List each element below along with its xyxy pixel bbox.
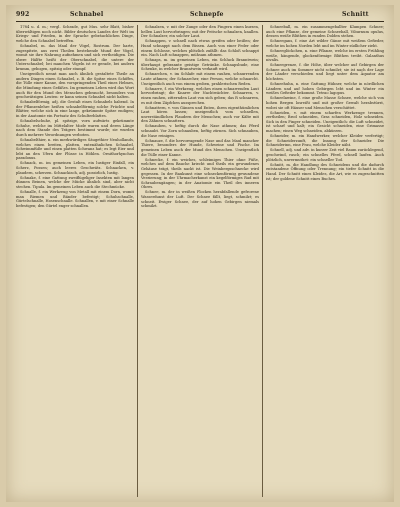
- paragraph: Schnarre, f. ein Werkzeug, welches einen schnarrenden Laut hervorbringt; die Knarre der Nachtwächter. Schnarren, v. einen rauhen, zitternden Laut von sich geben; das R schnarren, es mit dem Zäpfchen aussprechen.: [141, 86, 259, 105]
- paragraph: Schnappen, v. schnell nach etwas greifen oder beißen; der Hund schnappt nach dem Bissen. Auch von einer Feder oder einem Schlosse, welches plötzlich zufällt: das Schloß schnappt ein. Nach Luft schnappen, mühsam athmen.: [141, 39, 259, 58]
- paragraph: Schnauben, v. heftig durch die Nase athmen; das Pferd schnaubt. Vor Zorn schnauben, heftig zürnen. Sich schnauben, die Nase reinigen.: [141, 124, 259, 138]
- paragraph: Schnee, m. der in weißen Flocken herabfallende gefrorene Wasserdunst der Luft. Der Schnee fällt, liegt, schmilzt; es schneit. Ewiger Schnee, der auf hohen Gebirgen niemals schmilzt.: [141, 190, 259, 209]
- paragraph: Schnack, m. im gemeinen Leben, ein lustiger Einfall, ein Scherz, Possen; auch leeres Geschwätz. Schnacken, v. plaudern, scherzen. Schnackisch, adj. possirlich, lustig.: [16, 161, 134, 175]
- paragraph: Schneiden, v. mit einem scharfen Werkzeuge trennen, zertheilen; Brod schneiden, Gras schneiden, Holz schneiden. Sich in den Finger schneiden. Uneigentlich: die Luft schneidet, ist scharf und kalt; ein Gesicht schneiden, eine Grimasse machen; einen Weg schneiden, abkürzen.: [266, 110, 384, 134]
- paragraph: Schnabel, m. das Maul der Vögel, Rostrum. Der harte, zugespitzte, aus zwei Theilen bestehende Mund der Vögel, womit sie ihre Nahrung aufnehmen und sich vertheidigen. Die obere Hälfte heißt der Oberschnabel, die untere der Unterschnabel; bei manchen Vögeln ist er gerade, bei andern krumm, gebogen, spitzig oder stumpf.: [16, 43, 134, 72]
- paragraph: Schnabelförmig, adj. die Gestalt eines Schnabels habend. In der Pflanzenlehre heißen schnabelförmig solche Früchte und Blätter, welche sich in eine lange, gekrümmte Spitze endigen; in der Anatomie ein Fortsatz des Schulterblattes.: [16, 100, 134, 119]
- paragraph: Schneegans, f. eine Art wilder Gänse mit weißem Gefieder, welche im hohen Norden lebt und im Winter südlicher zieht.: [266, 39, 384, 48]
- text-column-right: [266, 25, 384, 497]
- book-page: [6, 5, 394, 502]
- paragraph: Schnalzen, v. mit der Zunge oder den Fingern einen kurzen, hellen Laut hervorbringen; mit der Peitsche schnalzen, knallen. Der Schnalzer, ein solcher Laut.: [141, 25, 259, 39]
- paragraph: Uneigentlich nennt man auch ähnlich gestaltete Theile an andern Dingen einen Schnabel, z. B. die Spitze eines Schiffes, die Tülle einer Kanne, den vorspringenden Theil eines Helmes, die Mündung eines Gefäßes. Im gemeinen Leben wird das Wort auch für den Mund des Menschen gebraucht, besonders von geschwätzigen Leuten: er kann seinen Schnabel nicht halten.: [16, 72, 134, 100]
- paragraph: Schnattern, v. von Gänsen und Enten, ihren eigenthümlichen Laut hören lassen; uneigentlich vom schnellen, unverständlichen Plaudern der Menschen; auch vor Kälte mit den Zähnen schnattern.: [141, 105, 259, 124]
- running-header: [16, 11, 384, 21]
- paragraph: 1784 u. d. m.; vergl. Schrade, gut Mus. sehr Blatt, bisher überwältigen noch nicht. Bilder deutschen Landes der Welt im Kriegs- und Frieden, in der Sprache gebräuchlichen Dinge, welche den Schnabel betreffen.: [16, 25, 134, 43]
- paragraph: Schneegrenze, f. die Höhe, über welcher auf Gebirgen der Schnee auch im Sommer nicht schmilzt; sie ist nach der Lage der Länder verschieden und liegt unter dem Äquator am höchsten.: [266, 63, 384, 82]
- text-column-left: [16, 25, 134, 497]
- header-rule: [16, 21, 384, 22]
- page-number: 992: [16, 11, 30, 18]
- paragraph: Schnalle, f. ein Werkzeug von Metall mit einem Dorn, womit man Riemen und Bänder befestigt; Schuhschnalle, Gürtelschnalle, Hosenschnalle. Schnallen, v. mit einer Schnalle befestigen; den Gürtel enger schnallen.: [16, 190, 134, 208]
- paragraph: Schneider, m. ein Handwerker, welcher Kleider verfertigt; die Schneiderzunft, die Innung der Schneider. Die Schneiderinn, eine Frau, welche Kleider näht.: [266, 134, 384, 148]
- paragraph: Schnell, adj. und adv. in kurzer Zeit viel Raum zurücklegend, geschwind, rasch; ein schnelles Pferd, schnell laufen. Auch plötzlich, unvermuthet: ein schneller Tod.: [266, 148, 384, 162]
- paragraph: Schnabelschuhe, pl. spitzige, vorn aufwärts gekrümmte Schuhe, welche im Mittelalter Mode waren und deren Länge nach dem Stande des Trägers bestimmt wurde; sie wurden durch mehrere Verordnungen verboten.: [16, 119, 134, 137]
- center-heading: Schnepfe: [190, 11, 224, 18]
- text-column-middle: [141, 25, 259, 497]
- paragraph: Schnabelthier, n. ein merkwürdiges Säugethier Neuhollands, welches einen breiten, platten, entenähnlichen Schnabel, Schwimmfüße und einen platten Schwanz hat; es legt Eier und lebt an den Ufern der Flüsse in Höhlen. Ornithorhynchus paradoxus.: [16, 137, 134, 161]
- paragraph: Schneeglöckchen, n. eine Pflanze, welche im ersten Frühling weiße, hängende, glockenförmige Blüthen treibt. Galanthus nivalis.: [266, 48, 384, 63]
- paragraph: Schnaps, m. im gemeinen Leben, ein Schluck Branntwein; überhaupt gebrannte geistige Getränke. Schnapsbude, eine Schenke, in welcher Branntwein verkauft wird.: [141, 58, 259, 72]
- paragraph: Schnauze, f. die hervorragende Nase und das Maul mancher Thiere, besonders der Hunde, Schweine und Fische. Im gemeinen Leben auch der Mund des Menschen. Uneigentlich die Tülle einer Kanne.: [141, 138, 259, 157]
- right-heading: Schnitt: [342, 11, 369, 18]
- paragraph: Schnake, f. eine Gattung zweiflügeliger Insekten mit langen dünnen Beinen, welche der Mücke ähnlich sind, aber nicht stechen. Tipula. Im gemeinen Leben auch die Stechmücke.: [16, 175, 134, 189]
- paragraph: Schneehuhn, n. eine Gattung Hühner, welche in nördlichen Ländern und auf hohen Gebirgen lebt und im Winter ein weißes Gefieder bekommt. Tetrao lagopus.: [266, 82, 384, 96]
- column-divider: [262, 25, 263, 497]
- paragraph: Schneelawine, f. eine große Masse Schnee, welche sich von hohen Bergen losreißt und mit großer Gewalt herabstürzt, wobei sie oft Häuser und Menschen verschüttet.: [266, 96, 384, 110]
- paragraph: Schnarchen, v. im Schlafe mit einem rauhen, schnurrenden Laute athmen; der Schnarcher, eine Person, welche schnarcht. Uneigentlich auch von einem groben, prahlerischen Reden.: [141, 72, 259, 86]
- paragraph: Schneeball, m. ein zusammengeballter Klumpen Schnee; auch eine Pflanze, der gemeine Schneeball, Viburnum opulus, dessen weiße Blüthen in runden Dolden stehen.: [266, 25, 384, 39]
- paragraph: Schnecke, f. ein weiches, schleimiges Thier ohne Füße, welches auf dem Bauche kriecht und theils ein gewundenes Gehäuse trägt, theils nackt ist. Die Weinbergsschnecke wird gegessen. In der Baukunst eine schneckenförmig gewundene Verzierung; in der Uhrmacherkunst ein kegelförmiges Rad mit Schraubengängen; in der Anatomie ein Theil des inneren Ohres.: [141, 157, 259, 190]
- paragraph: Schnitt, m. die Handlung des Schneidens und die dadurch entstandene Öffnung oder Trennung; ein tiefer Schnitt in die Hand. Der Schnitt eines Kleides, die Art, wie es zugeschnitten ist; der goldene Schnitt eines Buches.: [266, 162, 384, 181]
- column-divider: [137, 25, 138, 497]
- left-heading: Schnabel: [70, 11, 104, 18]
